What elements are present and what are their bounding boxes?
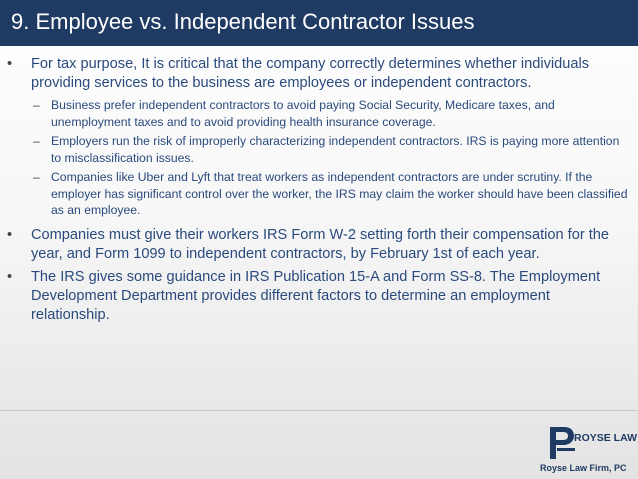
bullet-text: For tax purpose, It is critical that the company correctly determines whether individuals providing services to the business are employees or independent contractors. bbox=[31, 56, 590, 91]
bullet-text: Companies must give their workers IRS Form W-2 setting forth their compensation for the year, and Form 1099 to independent contractors, by February 1st of each year. bbox=[31, 226, 610, 262]
bullet-marker: • bbox=[7, 226, 13, 243]
dash-marker: – bbox=[33, 134, 40, 148]
sub-bullet-list bbox=[0, 97, 638, 219]
sub-bullet-text: Business prefer independent contractors to avoid paying Social Security, Medicare taxes, and unemployment taxes and to avoid providing health insurance coverage. bbox=[51, 98, 555, 129]
sub-bullet-item bbox=[0, 97, 638, 130]
sub-bullet-text: Employers run the risk of improperly characterizing independent contractors. IRS is paying more attention to misclassification issues. bbox=[51, 134, 620, 165]
dash-marker: – bbox=[33, 98, 40, 112]
royse-r-logo-icon bbox=[548, 425, 576, 461]
bullet-item bbox=[0, 55, 638, 93]
slide-title: 9. Employee vs. Independent Contractor Issues bbox=[11, 9, 475, 34]
sub-bullet-item bbox=[0, 133, 638, 166]
logo-name: ROYSE LAW bbox=[574, 432, 638, 444]
sub-bullet-item bbox=[0, 169, 638, 219]
bullet-item bbox=[0, 226, 638, 264]
bullet-item bbox=[0, 268, 638, 325]
slide-content bbox=[0, 55, 638, 329]
bullet-text: The IRS gives some guidance in IRS Publication 15-A and Form SS-8. The Employment Development Department provides different factors to determine an employment relationship. bbox=[31, 268, 601, 323]
dash-marker: – bbox=[33, 170, 40, 184]
sub-bullet-text: Companies like Uber and Lyft that treat workers as independent contractors are under scrutiny. If the employer has significant control over the worker, the IRS may claim the worker should have been classified as an employee. bbox=[51, 170, 628, 217]
logo-subtitle: Royse Law Firm, PC bbox=[540, 463, 627, 473]
bullet-marker: • bbox=[7, 268, 13, 285]
title-bar bbox=[0, 0, 638, 46]
royse-law-logo bbox=[540, 425, 638, 479]
footer-divider bbox=[0, 410, 638, 411]
bullet-marker: • bbox=[7, 56, 13, 72]
